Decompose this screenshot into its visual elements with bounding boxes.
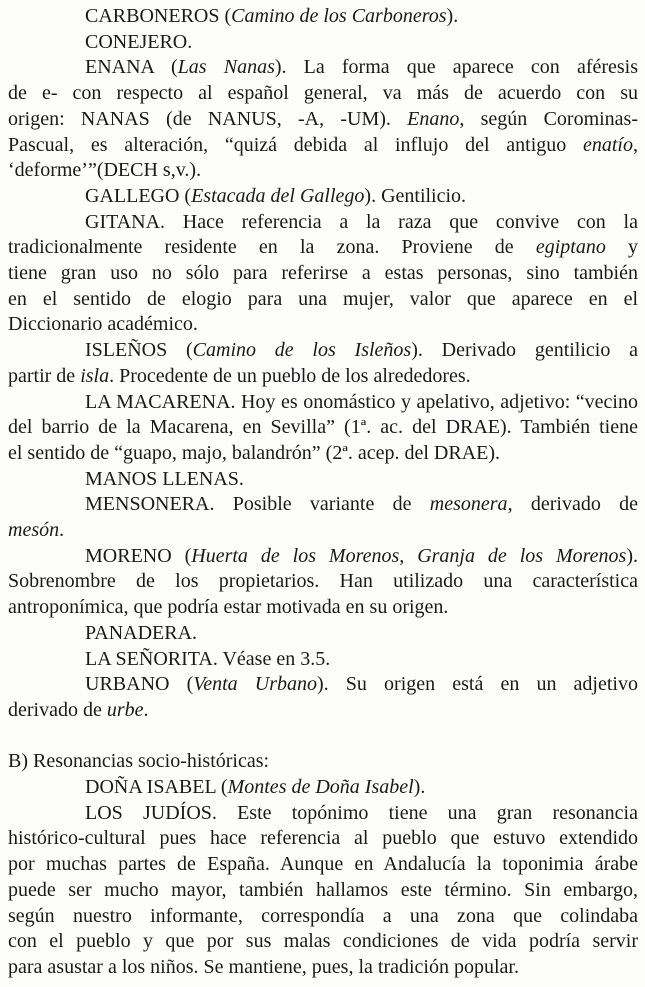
italic-text-run: mesón [8, 519, 60, 542]
text-run: tradicionalmente residente en la zona. Proviene de [8, 236, 536, 259]
text-run: ‘deforme’”(DECH s,v.). [8, 159, 202, 182]
text-run: GALLEGO ( [85, 184, 192, 207]
text-line [8, 929, 638, 955]
text-line [8, 30, 638, 56]
text-run: ). [413, 776, 426, 799]
text-run: ). [446, 5, 459, 27]
text-line [8, 518, 638, 544]
text-line [8, 107, 638, 133]
text-line [8, 441, 638, 467]
text-run: ). [626, 544, 638, 567]
text-run: MANOS LLENAS. [85, 467, 244, 490]
text-run: ENANA ( [85, 56, 178, 79]
text-run: ). Su origen está en un adjetivo [317, 673, 638, 696]
text-line [8, 312, 638, 338]
text-run: Sobrenombre de los propietarios. Han utilizado una característica [8, 570, 638, 593]
text-run: CONEJERO. [85, 30, 193, 53]
text-line [8, 775, 638, 801]
text-run: de e- con respecto al español general, va más de acuerdo con su [8, 82, 638, 105]
italic-text-run: Las Nanas [177, 56, 275, 79]
text-run: URBANO ( [85, 673, 194, 696]
text-line [8, 390, 638, 416]
text-run: B) Resonancias socio-históricas: [8, 750, 270, 773]
text-line [8, 467, 638, 493]
italic-text-run: Montes de Doña Isabel [227, 776, 414, 799]
italic-text-run: Estacada del Gallego [191, 184, 365, 207]
text-line [8, 569, 638, 595]
italic-text-run: urbe [106, 698, 144, 721]
text-run: Pascual, es alteración, “quizá debida al influjo del antiguo [8, 133, 583, 156]
text-run: , según Corominas- [459, 107, 638, 130]
italic-text-run: Venta Urbano [193, 673, 318, 696]
text-line [8, 595, 638, 621]
text-line [8, 364, 638, 390]
italic-text-run: Camino de los Carboneros [231, 5, 447, 27]
text-line [8, 133, 638, 159]
text-run: con el pueblo y que por sus malas condiciones de vida podría servir [8, 930, 638, 953]
italic-text-run: Camino de los Isleños [192, 339, 412, 362]
text-line [8, 801, 638, 827]
text-run: para asustar a los niños. Se mantiene, pues, la tradición popular. [8, 956, 519, 978]
text-run: ). La forma que aparece con aféresis [274, 56, 639, 79]
text-line [8, 261, 638, 287]
section-heading [8, 749, 638, 775]
text-run: y [605, 236, 639, 259]
text-run: . Procedente de un pueblo de los alrededores. [109, 364, 471, 387]
text-run: GITANA. Hace referencia a la raza que convive con la [85, 210, 638, 233]
text-run: en el sentido de elogio para una mujer, valor que aparece en el [8, 287, 638, 310]
text-line [8, 621, 638, 647]
text-run: por muchas partes de España. Aunque en Andalucía la toponimia árabe [8, 853, 638, 876]
italic-text-run: isla [80, 364, 110, 387]
text-run: MORENO ( [85, 544, 192, 567]
italic-text-run: enatío [583, 133, 633, 156]
text-line [8, 904, 638, 930]
italic-text-run: Enano [407, 107, 460, 130]
text-run: . [59, 519, 65, 542]
text-run: tiene gran uso no sólo para referirse a estas personas, sino también [8, 262, 638, 285]
text-line [8, 826, 638, 852]
text-run: MENSONERA. Posible variante de [85, 493, 430, 516]
text-line [8, 492, 638, 518]
text-line [8, 210, 638, 236]
text-line [8, 878, 638, 904]
text-line [8, 287, 638, 313]
text-run: LA SEÑORITA. Véase en 3.5. [85, 647, 331, 670]
italic-text-run: egiptano [535, 236, 606, 259]
text-line [8, 415, 638, 441]
italic-text-run: mesonera [429, 493, 508, 516]
text-line [8, 4, 638, 30]
text-run: LOS JUDÍOS. Este topónimo tiene una gran resonancia [85, 801, 638, 824]
text-run: puede ser mucho mayor, también hallamos este término. Sin embargo, [8, 878, 638, 901]
text-run: Diccionario académico. [8, 313, 198, 336]
text-run: LA MACARENA. Hoy es onomástico y apelativo, adjetivo: “vecino [85, 390, 638, 413]
text-run: origen: NANAS (de NANUS, -A, -UM). [8, 107, 408, 130]
text-line [8, 672, 638, 698]
text-line [8, 158, 638, 184]
text-run: DOÑA ISABEL ( [85, 776, 228, 799]
text-run: CARBONEROS ( [85, 5, 232, 27]
text-block [8, 4, 638, 981]
text-run: ). Derivado gentilicio a [411, 339, 639, 362]
text-run: histórico-cultural pues hace referencia al pueblo que estuvo extendido [8, 827, 638, 850]
text-run: ). Gentilicio. [364, 184, 467, 207]
text-line [8, 647, 638, 673]
text-run: PANADERA. [85, 621, 198, 644]
text-line [8, 235, 638, 261]
text-line [8, 184, 638, 210]
text-line [8, 955, 638, 981]
text-run: derivado de [8, 698, 107, 721]
text-line [8, 544, 638, 570]
text-run: ISLEÑOS ( [85, 339, 193, 362]
text-run: del barrio de la Macarena, en Sevilla” (1ª. ac. del DRAE). También tiene [8, 416, 638, 439]
text-run: . [143, 698, 149, 721]
text-line [8, 338, 638, 364]
italic-text-run: Huerta de los Morenos, Granja de los Morenos [191, 544, 627, 567]
text-line [8, 81, 638, 107]
text-line [8, 698, 638, 724]
text-run: , derivado de [507, 493, 638, 516]
text-run: el sentido de “guapo, majo, balandrón” (2ª. acep. del DRAE). [8, 441, 501, 464]
text-line [8, 852, 638, 878]
text-line [8, 55, 638, 81]
text-run: antroponímica, que podría estar motivada en su origen. [8, 596, 449, 619]
text-run: partir de [8, 364, 81, 387]
text-run: , [633, 133, 638, 156]
text-run: según nuestro informante, correspondía a una zona que colindaba [8, 904, 638, 927]
